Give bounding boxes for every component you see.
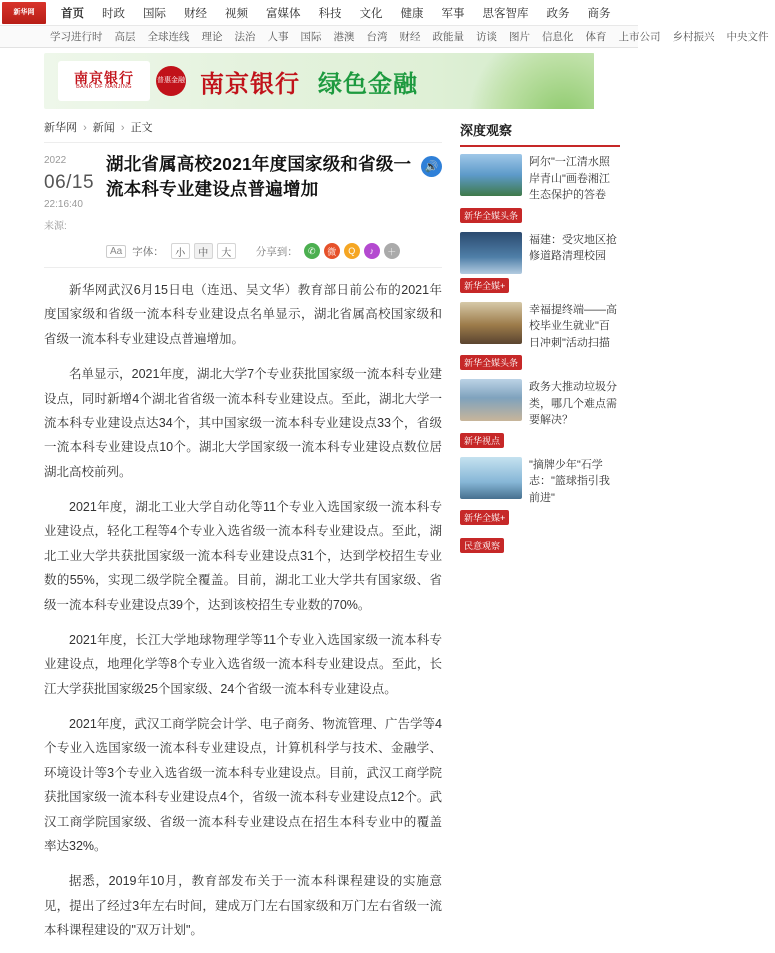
font-size-large-button[interactable]: 大 [217, 243, 236, 259]
breadcrumb-separator-1: › [120, 122, 125, 134]
article-paragraph-1: 名单显示，2021年度，湖北大学7个专业获批国家级一流本科专业建设点，同时新增4个湖北省省级一流本科专业建设点。至此，湖北大学一流本科专业建设点达34个，其中国家级一流本科专业建设点33个，省级一流本科专业建设点10个。湖北大学国家级一流本科专业建设点数位居湖北高校前列。 [44, 367, 442, 479]
audio-play-icon[interactable]: 🔊 [421, 156, 442, 177]
music-share-icon[interactable]: ♪ [364, 243, 380, 259]
subnav-item-11[interactable]: 访谈 [476, 31, 497, 43]
article-paragraph-2: 2021年度，湖北工业大学自动化等11个专业入选国家级一流本科专业建设点，轻化工程等4个专业入选省级一流本科专业建设点。至此，湖北工业大学共获批国家级一流本科专业建设点31个，达到学校招生专业数的55%，实现二级学院全覆盖。目前，湖北工业大学共有国家级、省级一流本科专业建设点39个，达到该校招生专业数的70%。 [44, 500, 442, 612]
nav-item-junshi[interactable]: 军事 [441, 7, 465, 20]
subnav-item-14[interactable]: 体育 [585, 31, 607, 43]
page-title: 湖北省属高校2021年度国家级和省级一流本科专业建设点普遍增加 [106, 154, 412, 200]
list-item[interactable] [460, 457, 620, 526]
nav-item-caijing[interactable]: 财经 [184, 7, 207, 20]
list-item[interactable] [460, 302, 620, 371]
article-paragraph-0: 新华网武汉6月15日电（连迅、吴文华）教育部日前公布的2021年度国家级和省级一流本科专业建设点名单显示，湖北省属高校国家级和省级一流本科专业建设点普遍增加。 [44, 283, 442, 346]
article-monthday: 06/15 [44, 171, 95, 193]
share-label: 分享到： [255, 245, 298, 258]
article-header [44, 143, 442, 234]
list-item-title[interactable]: 政务大推动垃圾分类，哪几个难点需要解决？ [529, 381, 617, 426]
status-badge: 新华全媒头条 [460, 355, 522, 370]
thumbnail-image [460, 379, 522, 421]
subnav-item-13[interactable]: 信息化 [542, 31, 574, 43]
bank-logo-en: BANK OF NANJING [76, 84, 132, 91]
article-body [44, 268, 442, 942]
thumbnail-image [460, 457, 522, 499]
secondary-navigation-bar [0, 26, 769, 48]
weibo-share-icon[interactable]: 微 [324, 243, 340, 259]
nav-item-sikethinktank[interactable]: 思客智库 [482, 7, 529, 20]
xinhuanet-logo[interactable]: 新华网 [2, 2, 46, 24]
breadcrumb-item-1[interactable]: 新闻 [92, 122, 115, 134]
article-column [44, 113, 442, 953]
list-item[interactable] [460, 154, 620, 223]
list-item-title[interactable]: 幸福提终端——高校毕业生就业"百日冲刺"活动扫描 [529, 303, 617, 349]
breadcrumb-separator-0: › [83, 122, 87, 134]
subnav-item-3[interactable]: 理论 [201, 31, 223, 43]
status-badge: 新华视点 [460, 433, 504, 448]
bank-logo-cn: 南京银行 [74, 69, 134, 86]
subnav-item-4[interactable]: 法治 [234, 31, 256, 43]
nav-item-wenhua[interactable]: 文化 [359, 7, 383, 20]
footer-badge: 民意观察 [460, 538, 504, 553]
bank-badge-icon: 普惠金融 [156, 66, 186, 96]
subnav-item-1[interactable]: 高层 [114, 31, 136, 43]
article-toolbar [44, 234, 442, 268]
sidebar-footer [460, 534, 620, 553]
more-share-icon[interactable]: ＋ [384, 243, 400, 259]
subnav-item-9[interactable]: 财经 [399, 31, 421, 43]
article-time: 22:16:40 [44, 199, 83, 211]
subnav-item-6[interactable]: 国际 [300, 31, 322, 43]
subnav-item-10[interactable]: 政能量 [432, 31, 464, 43]
bank-of-nanjing-ad[interactable] [44, 53, 594, 109]
subnav-item-2[interactable]: 全球连线 [147, 31, 190, 43]
list-item[interactable] [460, 232, 620, 293]
subnav-item-7[interactable]: 港澳 [333, 31, 355, 43]
list-item-title[interactable]: 阿尔"一江清水照岸青山"画卷湘江生态保护的答卷 [529, 156, 610, 201]
nav-item-shizheng[interactable]: 时政 [102, 7, 125, 20]
font-size-small-button[interactable]: 小 [171, 243, 190, 259]
nav-item-shipin[interactable]: 视频 [225, 7, 248, 20]
thumbnail-image [460, 302, 522, 344]
status-badge: 新华全媒+ [460, 510, 509, 525]
nav-item-zhengwu[interactable]: 政务 [546, 7, 570, 20]
status-badge: 新华全媒+ [460, 278, 509, 293]
article-paragraph-5: 据悉，2019年10月，教育部发布关于一流本科课程建设的实施意见，提出了经过3年左右时间，建成万门左右国家级和万门左右省级一流本科课程建设的"双万计划"。 [44, 874, 442, 938]
breadcrumb-item-2: 正文 [130, 122, 153, 134]
subnav-item-12[interactable]: 图片 [509, 31, 530, 43]
article-year: 2022 [44, 155, 67, 166]
status-badge: 新华全媒头条 [460, 208, 522, 223]
font-size-medium-button[interactable]: 中 [194, 243, 213, 259]
font-size-icon: Aa [106, 245, 126, 258]
article-paragraph-4: 2021年度，武汉工商学院会计学、电子商务、物流管理、广告学等4个专业入选国家级一流本科专业建设点，计算机科学与技术、金融学、环境设计等3个专业入选省级一流本科专业建设点。目前，武汉工商学院获批国家级一流本科专业建设点4个，省级一流本科专业建设点12个。武汉工商学院国家级、省级一流本科专业建设点在招生本科专业中的覆盖率达32%。 [44, 717, 442, 853]
sidebar-deep-observation [460, 113, 620, 953]
qzone-share-icon[interactable]: Q [344, 243, 360, 259]
wechat-share-icon[interactable]: ✆ [304, 243, 320, 259]
bank-ad-name: 南京银行 [200, 70, 300, 98]
subnav-item-17[interactable]: 中央文件 [726, 31, 769, 43]
thumbnail-image [460, 232, 522, 274]
sidebar-title: 深度观察 [460, 113, 620, 147]
subnav-item-0[interactable]: 学习进行时 [50, 31, 103, 43]
list-item-title[interactable]: 福建：受灾地区抢修道路清理校园 [529, 233, 617, 262]
banner-leaf-graphic [444, 53, 594, 109]
breadcrumb-item-0[interactable]: 新华网 [44, 122, 77, 134]
advertisement-banner-container [0, 48, 638, 113]
top-navigation-bar [0, 0, 638, 26]
nav-item-guoji[interactable]: 国际 [143, 7, 166, 20]
nav-item-fumeiti[interactable]: 富媒体 [266, 7, 301, 20]
breadcrumb [44, 113, 442, 143]
font-size-label: 字体： [132, 245, 164, 258]
nav-item-jiankang[interactable]: 健康 [400, 7, 424, 20]
subnav-item-16[interactable]: 乡村振兴 [672, 31, 715, 43]
nav-item-keji[interactable]: 科技 [318, 7, 342, 20]
article-date-block [44, 152, 106, 234]
bank-ad-slogan: 绿色金融 [318, 70, 418, 98]
nav-item-home[interactable]: 首页 [61, 7, 84, 20]
bank-logo [58, 61, 150, 101]
subnav-item-15[interactable]: 上市公司 [618, 31, 661, 43]
article-title-block [106, 152, 421, 234]
list-item-title[interactable]: "摘牌少年"石学志："篮球指引我前进" [529, 458, 610, 504]
list-item[interactable] [460, 379, 620, 448]
article-paragraph-3: 2021年度，长江大学地球物理学等11个专业入选国家级一流本科专业建设点，地理化学等8个专业入选省级一流本科专业建设点。至此，长江大学获批国家级25个国家级、24个省级一流本科专业建设点。 [44, 632, 442, 696]
page-body [0, 113, 638, 953]
thumbnail-image [460, 154, 522, 196]
nav-item-shangwu[interactable]: 商务 [587, 7, 611, 20]
subnav-item-5[interactable]: 人事 [267, 31, 289, 43]
article-source-label: 来源: [44, 220, 67, 232]
subnav-item-8[interactable]: 台湾 [366, 31, 388, 43]
